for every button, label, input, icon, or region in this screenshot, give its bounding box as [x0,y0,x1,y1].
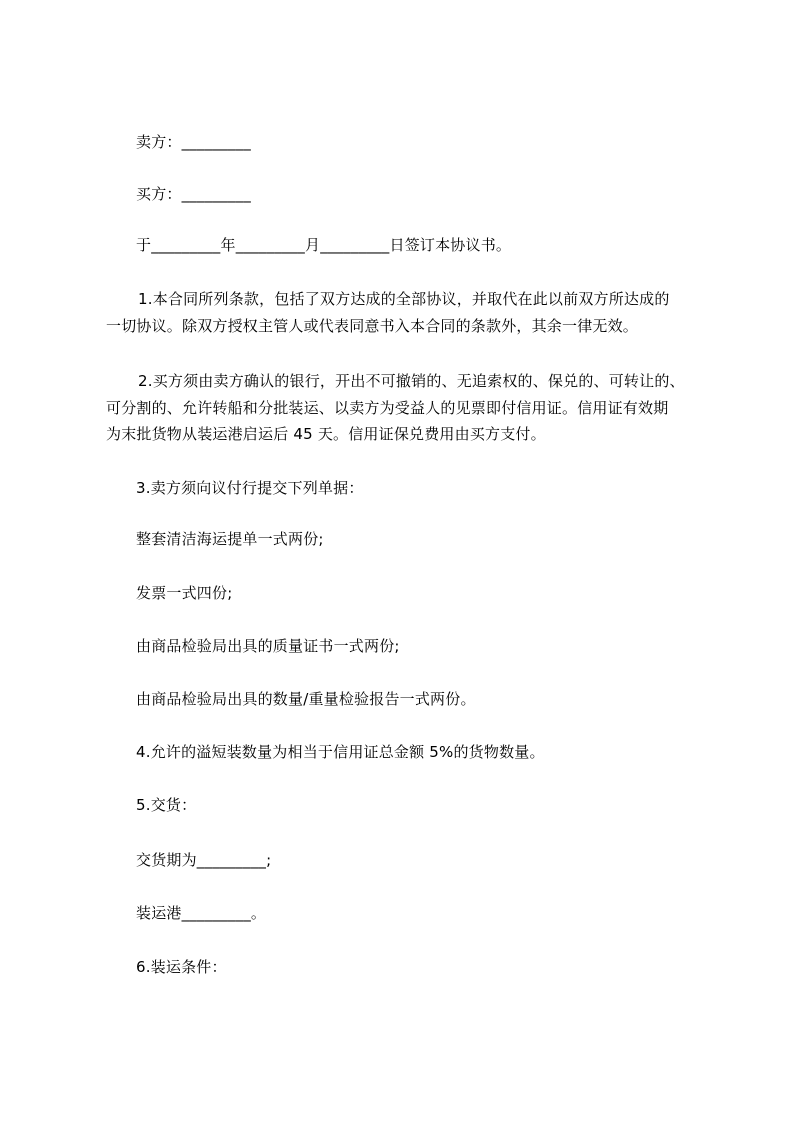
seller-line: 卖方：_________ [136,133,251,151]
loading-port-line: 装运港_________。 [136,904,267,922]
clause3-title: 3.卖方须向议付行提交下列单据： [136,479,364,497]
clause1-line1: 1.本合同所列条款，包括了双方达成的全部协议，并取代在此以前双方所达成的 [138,290,670,308]
buyer-line: 买方：_________ [136,185,251,203]
signing-date-line: 于_________年_________月_________日签订本协议书。 [136,236,512,254]
clause2-line2: 可分割的、允许转船和分批装运、以卖方为受益人的见票即付信用证。信用证有效期 [106,399,669,417]
clause3-item-2: 发票一式四份; [136,584,233,602]
clause6-title: 6.装运条件： [136,958,227,976]
delivery-period-line: 交货期为_________; [136,851,272,869]
clause3-item-3: 由商品检验局出具的质量证书一式两份; [136,637,400,655]
clause3-item-1: 整套清洁海运提单一式两份; [136,530,324,548]
clause2-line3: 为末批货物从装运港启运后 45 天。信用证保兑费用由买方支付。 [106,425,546,443]
clause5-title: 5.交货： [136,796,197,814]
clause4: 4.允许的溢短装数量为相当于信用证总金额 5%的货物数量。 [136,743,545,761]
clause1-line2: 一切协议。除双方授权主管人或代表同意书入本合同的条款外，其余一律无效。 [106,317,639,335]
clause2-line1: 2.买方须由卖方确认的银行，开出不可撤销的、无追索权的、保兑的、可转让的、 [138,372,685,390]
clause3-item-4: 由商品检验局出具的数量/重量检验报告一式两份。 [136,690,476,708]
